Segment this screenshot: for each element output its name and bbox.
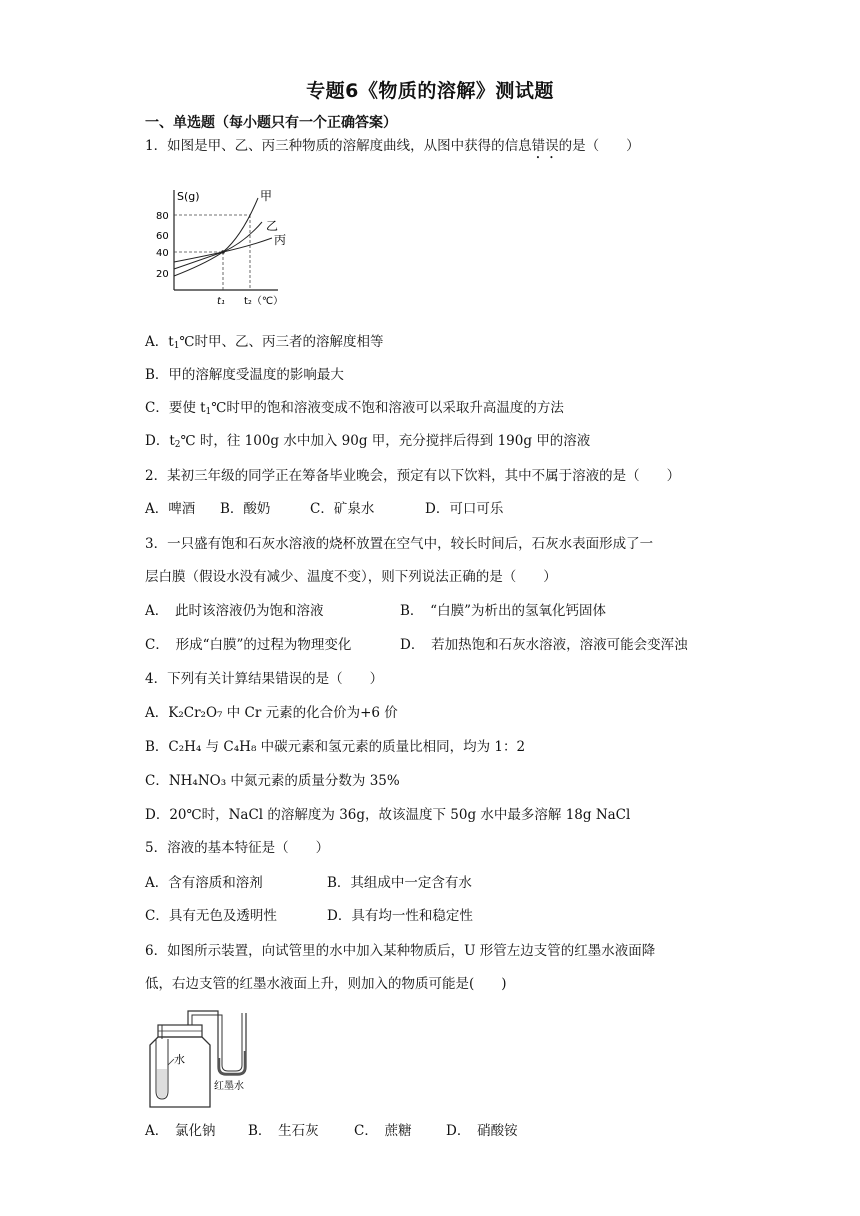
q5-option-a: A．含有溶质和溶剂 xyxy=(145,875,263,891)
q2-option-d: D．可口可乐 xyxy=(425,501,504,517)
q4-option-a: A．K₂Cr₂O₇ 中 Cr 元素的化合价为+6 价 xyxy=(145,705,398,721)
q1-a-pre: A．t xyxy=(145,334,174,350)
apparatus-figure xyxy=(144,1003,256,1111)
question-3-stem-1: 3．一只盛有饱和石灰水溶液的烧杯放置在空气中，较长时间后，石灰水表面形成了一 xyxy=(145,536,654,552)
q4-option-c: C．NH₄NO₃ 中氮元素的质量分数为 35% xyxy=(145,773,400,789)
y-axis-label: S(g) xyxy=(177,190,200,203)
section-heading: 一、单选题（每小题只有一个正确答案） xyxy=(145,115,397,131)
q1-a-sub: 1 xyxy=(173,341,180,351)
q1-stem-emphasis: 错误 xyxy=(531,138,559,154)
question-6-stem-2: 低，右边支管的红墨水液面上升，则加入的物质可能是( ) xyxy=(145,976,507,992)
q3-option-c: C． 形成“白膜”的过程为物理变化 xyxy=(145,637,352,653)
page-title: 专题6《物质的溶解》测试题 xyxy=(306,80,554,102)
solubility-chart xyxy=(150,186,290,308)
q2-option-c: C．矿泉水 xyxy=(310,501,375,517)
question-4-stem: 4．下列有关计算结果错误的是（ ） xyxy=(145,671,384,687)
y-tick-60: 60 xyxy=(156,231,169,242)
q1-stem-post: 的是（ ） xyxy=(558,138,640,154)
q2-option-b: B．酸奶 xyxy=(220,501,271,517)
q1-a-post: ℃时甲、乙、丙三者的溶解度相等 xyxy=(179,334,384,350)
q6-option-d: D． 硝酸铵 xyxy=(446,1123,518,1139)
q1-c-sub: 1 xyxy=(205,407,212,417)
q3-option-a: A． 此时该溶液仍为饱和溶液 xyxy=(145,603,324,619)
q4-option-d: D．20℃时，NaCl 的溶解度为 36g，故该温度下 50g 水中最多溶解 18g NaCl xyxy=(145,807,631,823)
question-2-stem: 2．某初三年级的同学正在筹备毕业晚会，预定有以下饮料，其中不属于溶液的是（ ） xyxy=(145,468,681,484)
q4-option-b: B．C₂H₄ 与 C₄H₈ 中碳元素和氢元素的质量比相同，均为 1：2 xyxy=(145,739,526,755)
q6-option-a: A． 氯化钠 xyxy=(145,1123,216,1139)
q1-stem-pre: 1．如图是甲、乙、丙三种物质的溶解度曲线，从图中获得的信息 xyxy=(145,138,532,154)
question-5-stem: 5．溶液的基本特征是（ ） xyxy=(145,840,330,856)
intersection-point xyxy=(221,250,225,254)
x-tick-t1: t₁ xyxy=(217,296,225,307)
x-tick-t2: t₂（℃） xyxy=(244,296,284,307)
y-tick-80: 80 xyxy=(156,211,169,222)
series-bing: 丙 xyxy=(274,233,287,247)
q6-option-c: C． 蔗糖 xyxy=(354,1123,412,1139)
label-water: 水 xyxy=(174,1053,185,1066)
question-1-stem xyxy=(145,136,640,162)
y-tick-40: 40 xyxy=(156,248,169,259)
q1-option-c xyxy=(145,398,564,422)
q1-d-pre: D．t xyxy=(145,433,175,449)
q1-c-pre: C．要使 t xyxy=(145,400,206,416)
question-3-stem-2: 层白膜（假设水没有减少、温度不变），则下列说法正确的是（ ） xyxy=(145,569,557,585)
y-tick-20: 20 xyxy=(156,269,169,280)
q5-option-c: C．具有无色及透明性 xyxy=(145,908,277,924)
q3-option-d: D． 若加热饱和石灰水溶液，溶液可能会变浑浊 xyxy=(400,637,688,653)
q3-option-b: B． “白膜”为析出的氢氧化钙固体 xyxy=(400,603,606,619)
q5-option-d: D．具有均一性和稳定性 xyxy=(327,908,473,924)
series-yi: 乙 xyxy=(266,219,279,233)
q2-option-a: A．啤酒 xyxy=(145,501,196,517)
series-jia: 甲 xyxy=(260,189,273,203)
q5-option-b: B．其组成中一定含有水 xyxy=(327,875,472,891)
q1-d-sub: 2 xyxy=(174,440,181,450)
q1-option-b: B．甲的溶解度受温度的影响最大 xyxy=(145,367,344,383)
q6-option-b: B． 生石灰 xyxy=(248,1123,319,1139)
q1-c-post: ℃时甲的饱和溶液变成不饱和溶液可以采取升高温度的方法 xyxy=(211,400,564,416)
q1-option-d xyxy=(145,431,590,455)
q1-option-a xyxy=(145,332,384,356)
label-red-ink: 红墨水 xyxy=(214,1081,244,1092)
q1-d-post: ℃ 时，往 100g 水中加入 90g 甲，充分搅拌后得到 190g 甲的溶液 xyxy=(180,433,591,449)
question-6-stem-1: 6．如图所示装置，向试管里的水中加入某种物质后，U 形管左边支管的红墨水液面降 xyxy=(145,943,656,959)
